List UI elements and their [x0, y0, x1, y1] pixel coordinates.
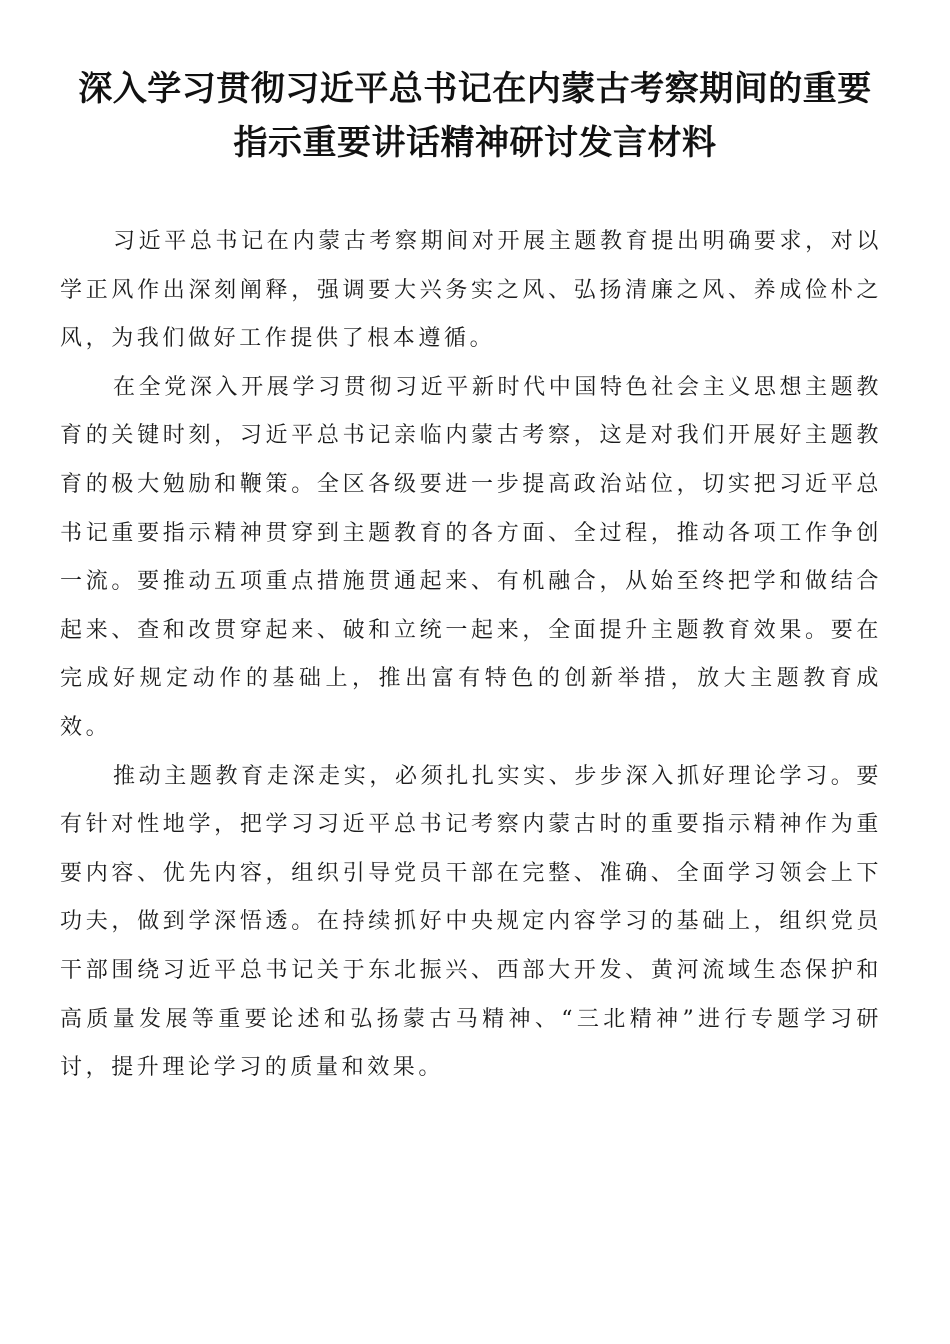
paragraph-2: 在全党深入开展学习贯彻习近平新时代中国特色社会主义思想主题教育的关键时刻，习近平总书记亲临内蒙古考察，这是对我们开展好主题教育的极大勉励和鞭策。全区各级要进一步提高政治站位，切实把习近平总书记重要指示精神贯穿到主题教育的各方面、全过程，推动各项工作争创一流。要推动五项重点措施贯通起来、有机融合，从始至终把学和做结合起来、查和改贯穿起来、破和立统一起来，全面提升主题教育效果。要在完成好规定动作的基础上，推出富有特色的创新举措，放大主题教育成效。	[60, 374, 882, 740]
title-line-1: 深入学习贯彻习近平总书记在内蒙古考察期间的重要	[78, 69, 872, 109]
document-title	[60, 62, 890, 170]
document-body	[60, 218, 882, 1093]
paragraph-3: 推动主题教育走深走实，必须扎扎实实、步步深入抓好理论学习。要有针对性地学，把学习习近平总书记考察内蒙古时的重要指示精神作为重要内容、优先内容，组织引导党员干部在完整、准确、全面学习领会上下功夫，做到学深悟透。在持续抓好中央规定内容学习的基础上，组织党员干部围绕习近平总书记关于东北振兴、西部大开发、黄河流域生态保护和高质量发展等重要论述和弘扬蒙古马精神、“三北精神”进行专题学习研讨，提升理论学习的质量和效果。	[60, 763, 882, 1081]
paragraph-1: 习近平总书记在内蒙古考察期间对开展主题教育提出明确要求，对以学正风作出深刻阐释，强调要大兴务实之风、弘扬清廉之风、养成俭朴之风，为我们做好工作提供了根本遵循。	[60, 229, 882, 352]
title-line-2: 指示重要讲话精神研讨发言材料	[233, 123, 717, 163]
